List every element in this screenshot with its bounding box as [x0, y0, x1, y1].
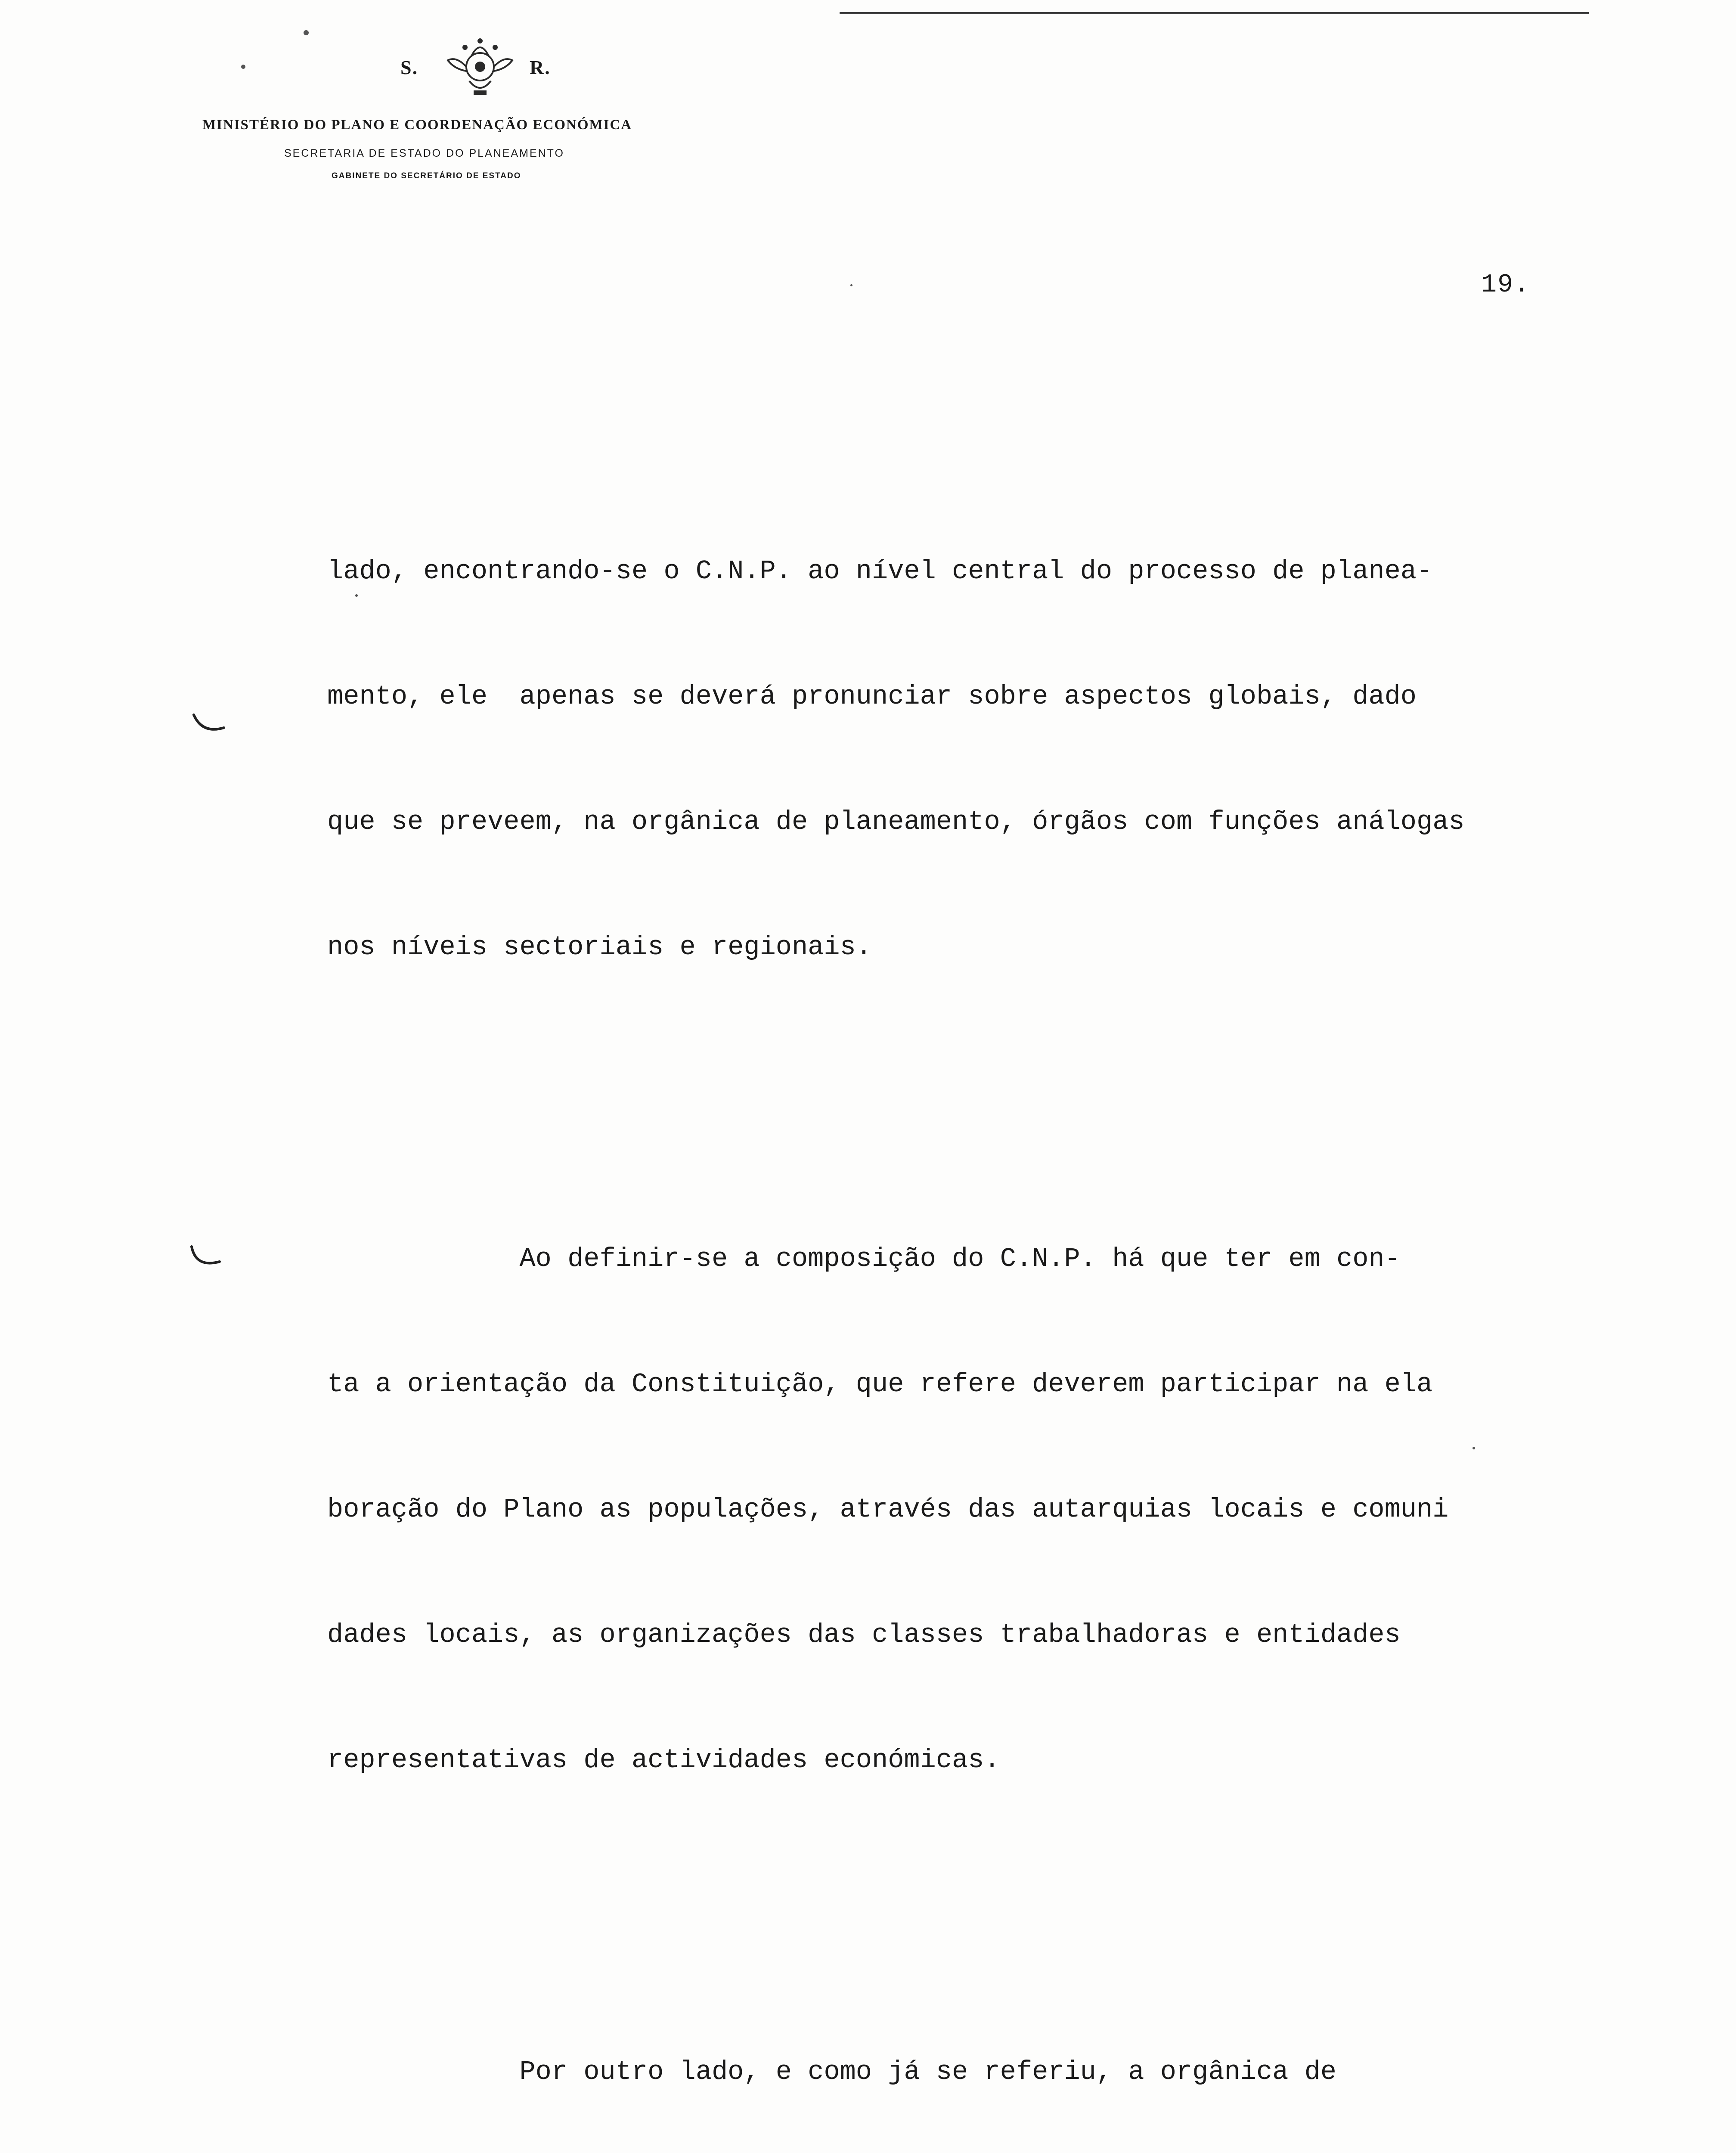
text-line: mento, ele apenas se deverá pronunciar sobre aspectos globais, dado — [327, 681, 1417, 712]
paragraph — [327, 467, 1576, 1052]
paragraph — [327, 1967, 1576, 2153]
ink-speck — [355, 594, 358, 597]
cabinet-name: GABINETE DO SECRETÁRIO DE ESTADO — [332, 171, 521, 180]
page-number: 19. — [1481, 270, 1531, 300]
text-line: Ao definir-se a composição do C.N.P. há que ter em con- — [327, 1244, 1401, 1274]
text-line: lado, encontrando-se o C.N.P. ao nível central do processo de planea- — [327, 556, 1433, 586]
emblem-row — [400, 47, 598, 112]
letterhead-initial-r: R. — [530, 56, 551, 78]
paragraph — [327, 1154, 1576, 1864]
letterhead-initial-s: S. — [400, 56, 418, 78]
margin-check-mark-icon — [185, 1244, 224, 1275]
margin-check-mark-icon — [189, 710, 228, 741]
body-text — [327, 383, 1576, 2153]
text-line: que se preveem, na orgânica de planeamento, órgãos com funções análogas — [327, 807, 1465, 837]
secretariat-name: SECRETARIA DE ESTADO DO PLANEAMENTO — [284, 147, 564, 159]
text-line: dades locais, as organizações das classes trabalhadoras e entidades — [327, 1619, 1401, 1650]
ink-speck — [1472, 1447, 1475, 1449]
letterhead — [202, 47, 762, 194]
ministry-name: MINISTÉRIO DO PLANO E COORDENAÇÃO ECONÓMICA — [202, 117, 632, 133]
text-line: boração do Plano as populações, através das autarquias locais e comuni — [327, 1494, 1449, 1525]
top-edge-rule — [840, 12, 1589, 14]
ink-speck — [304, 30, 309, 35]
ink-speck — [241, 65, 245, 69]
text-line: representativas de actividades económicas. — [327, 1745, 1000, 1775]
text-line: ta a orientação da Constituição, que refere deverem participar na ela — [327, 1369, 1433, 1399]
coat-of-arms-icon — [439, 30, 521, 103]
ink-speck — [850, 284, 852, 286]
text-line: Por outro lado, e como já se referiu, a orgânica de — [327, 2057, 1336, 2087]
text-line: nos níveis sectoriais e regionais. — [327, 932, 872, 962]
